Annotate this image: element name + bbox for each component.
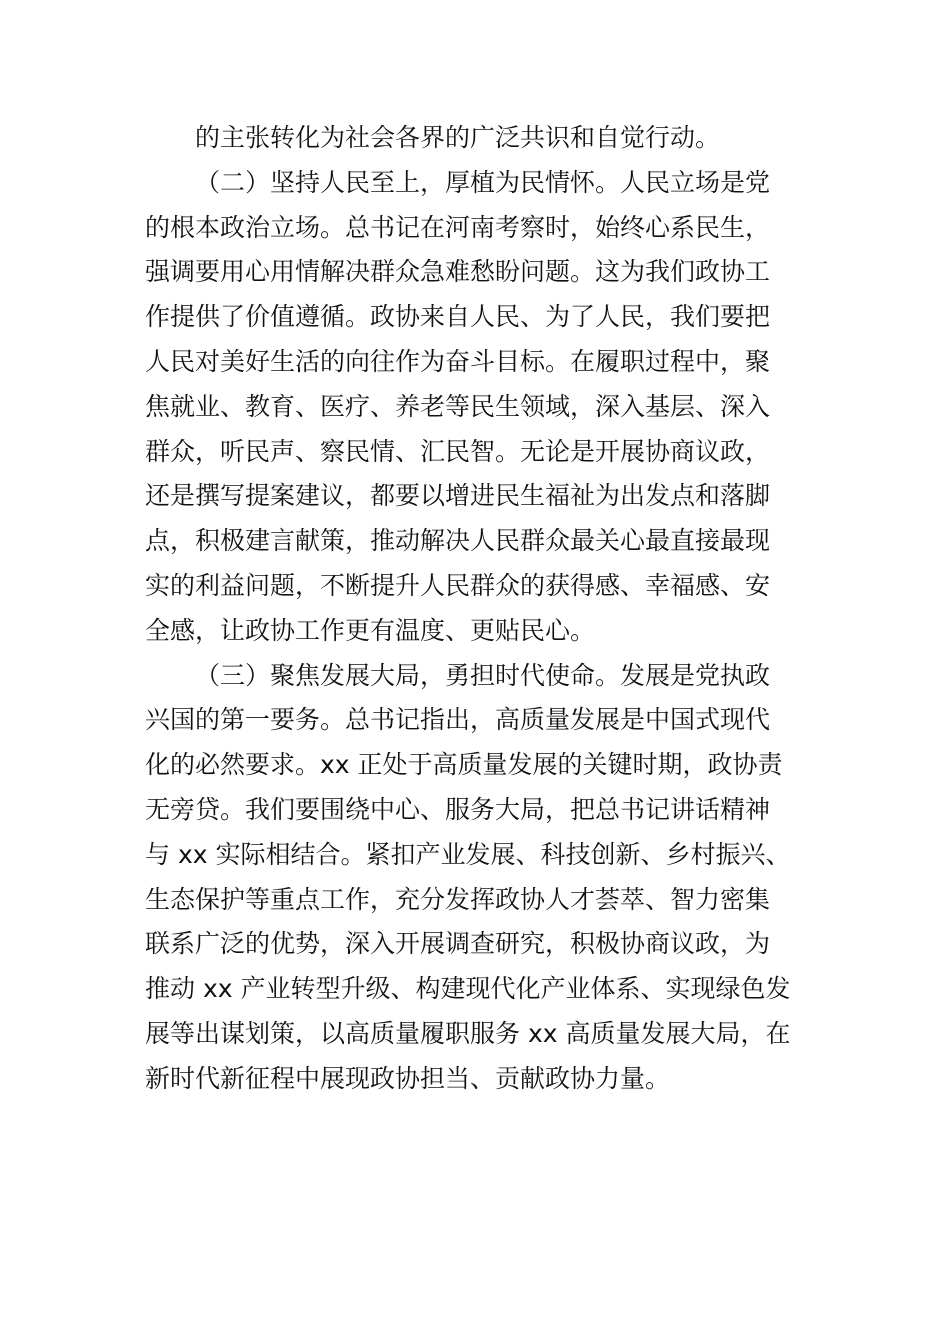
text-line: （三）聚焦发展大局，勇担时代使命。发展是党执政 xyxy=(195,660,771,690)
text-line: 还是撰写提案建议，都要以增进民生福祉为出发点和落脚 xyxy=(145,481,771,511)
document-body xyxy=(145,116,810,1102)
text-line: 强调要用心用情解决群众急难愁盼问题。这为我们政协工 xyxy=(145,257,771,287)
text-line: 联系广泛的优势，深入开展调查研究，积极协商议政，为 xyxy=(145,929,771,959)
text-line: 与 xx 实际相结合。紧扣产业发展、科技创新、乡村振兴、 xyxy=(145,839,791,869)
text-line: 的主张转化为社会各界的广泛共识和自觉行动。 xyxy=(195,123,721,152)
text-line: 无旁贷。我们要围绕中心、服务大局，把总书记讲话精神 xyxy=(145,794,771,824)
text-line: （二）坚持人民至上，厚植为民情怀。人民立场是党 xyxy=(195,167,771,197)
text-line: 点，积极建言献策，推动解决人民群众最关心最直接最现 xyxy=(145,526,771,556)
text-line: 推动 xx 产业转型升级、构建现代化产业体系、实现绿色发 xyxy=(145,974,791,1004)
text-line: 兴国的第一要务。总书记指出，高质量发展是中国式现代 xyxy=(145,705,771,735)
text-line: 生态保护等重点工作，充分发挥政协人才荟萃、智力密集 xyxy=(145,884,771,914)
text-line: 的根本政治立场。总书记在河南考察时，始终心系民生， xyxy=(145,212,771,242)
text-line: 化的必然要求。xx 正处于高质量发展的关键时期，政协责 xyxy=(145,750,783,780)
text-line: 群众，听民声、察民情、汇民智。无论是开展协商议政， xyxy=(145,436,771,466)
text-line: 作提供了价值遵循。政协来自人民、为了人民，我们要把 xyxy=(145,302,771,332)
text-line: 焦就业、教育、医疗、养老等民生领域，深入基层、深入 xyxy=(145,391,771,421)
text-line: 展等出谋划策，以高质量履职服务 xx 高质量发展大局，在 xyxy=(145,1018,791,1048)
text-line: 人民对美好生活的向往作为奋斗目标。在履职过程中，聚 xyxy=(145,346,771,376)
text-line: 新时代新征程中展现政协担当、贡献政协力量。 xyxy=(145,1063,671,1093)
text-line: 实的利益问题，不断提升人民群众的获得感、幸福感、安 xyxy=(145,570,771,600)
text-line: 全感，让政协工作更有温度、更贴民心。 xyxy=(145,615,596,645)
